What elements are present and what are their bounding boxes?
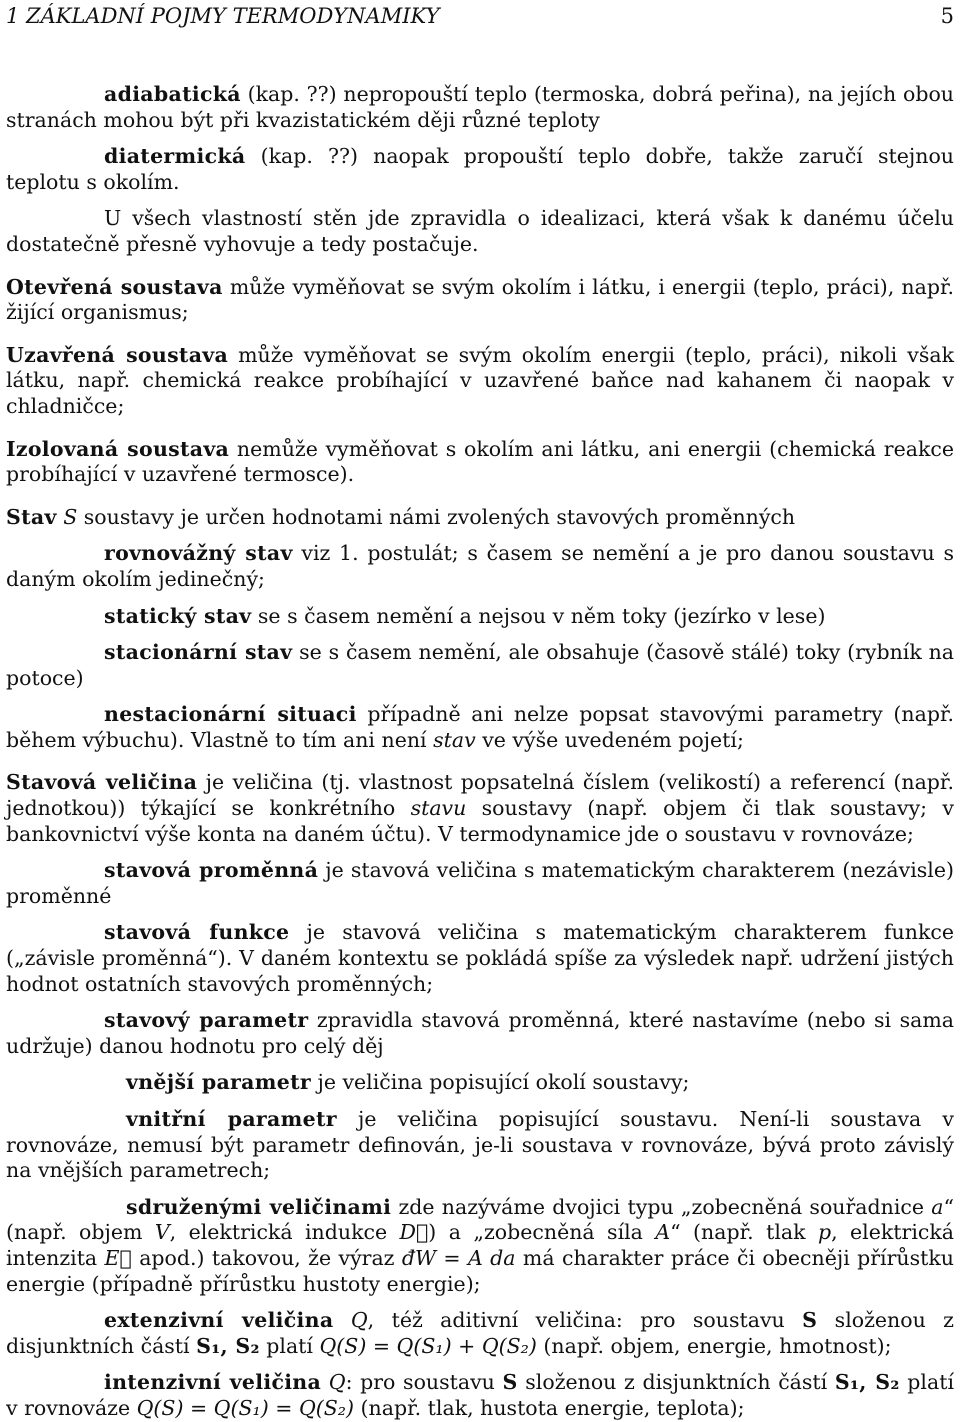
bold-s-ext: S	[802, 1308, 818, 1333]
bold-s12-int: S₁, S₂	[834, 1370, 900, 1395]
text-izolovana: nemůže vyměňovat s okolím ani látku, ani energii (chemická reakce probíhající v uzavřené termosce).	[6, 436, 954, 487]
paragraph-sdruzene	[6, 1195, 954, 1297]
text-vnejsi: je veličina popisující okolí soustavy;	[310, 1070, 690, 1095]
paragraph-izolovana	[6, 437, 954, 488]
text-nestacionarni-b: ve výše uvedeném pojetí;	[475, 727, 744, 752]
text-adiabaticka: (kap. ??) nepropouští teplo (termoska, dobrá peřina), na jejích obou stranách mohou být při kvazistatickém ději různé teploty	[6, 82, 954, 132]
term-vnitrni: vnitřní parametr	[126, 1107, 337, 1131]
term-sdruzene: sdruženými veličinami	[126, 1194, 392, 1219]
paragraph-intenzivni	[6, 1370, 954, 1421]
paragraph-diatermicka	[6, 144, 954, 195]
text-otevrena: může vyměňovat se svým okolím i látku, i energii (teplo, práci), např. žijící organismus;	[6, 274, 955, 325]
math-d-vector: D⃗	[399, 1220, 429, 1245]
math-q-ext: Q	[350, 1308, 368, 1333]
term-stavova-funkce: stavová funkce	[104, 920, 290, 945]
math-work-expression: đW = A da	[401, 1245, 516, 1270]
paragraph-stacionarni	[6, 640, 954, 691]
text-intenzivni-2: složenou z disjunktních částí	[517, 1370, 835, 1395]
text-intenzivni-3: platí v rovnováze	[6, 1370, 954, 1420]
text-stacionarni: se s časem nemění, ale obsahuje (časově stálé) toky (rybník na potoce)	[6, 640, 954, 690]
paragraph-staticky	[6, 604, 954, 630]
text-vsech: U všech vlastností stěn jde zpravidla o idealizaci, která však k danému účelu dostatečně přesně vyhovuje a tedy postačuje.	[6, 206, 954, 256]
math-a: a	[931, 1194, 944, 1219]
text-sdruzene-6: , elektrická intenzita	[6, 1220, 954, 1270]
paragraph-stav	[6, 505, 954, 531]
term-izolovana: Izolovaná soustava	[6, 436, 230, 461]
paragraph-vsech	[6, 206, 954, 257]
page-content	[6, 82, 954, 1422]
paragraph-stavova-promenna	[6, 858, 954, 909]
text-stav: soustavy je určen hodnotami námi zvolených stavových proměnných	[77, 504, 796, 529]
term-staticky: statický stav	[104, 603, 252, 628]
text-extenzivni-1: , též aditivní veličina: pro soustavu	[367, 1308, 803, 1333]
text-uzavrena: může vyměňovat se svým okolím energii (teplo, práci), nikoli však látku, např. chemická reakce probíhající v uzavřené baňce nad kahanem či naopak v chladničce;	[6, 342, 954, 418]
italic-stav: stav	[433, 727, 476, 752]
text-intenzivni-4: (např. tlak, hustota energie, teplota);	[354, 1395, 745, 1420]
page-number: 5	[940, 4, 954, 28]
paragraph-stavova-velicina	[6, 770, 954, 847]
text-diatermicka: (kap. ??) naopak propouští teplo dobře, takže zaručí stejnou teplotu s okolím.	[6, 144, 954, 194]
text-staticky: se s časem nemění a nejsou v něm toky (jezírko v lese)	[251, 603, 826, 628]
bold-s12-ext: S₁, S₂	[196, 1333, 260, 1358]
term-otevrena: Otevřená soustava	[6, 274, 223, 299]
text-nestacionarni-a: případně ani nelze popsat stavovými parametry (např. během výbuchu). Vlastně to tím ani není	[6, 702, 955, 752]
math-q-int: Q	[328, 1370, 346, 1395]
paragraph-nestacionarni	[6, 702, 954, 753]
term-stavova-velicina: Stavová veličina	[6, 770, 198, 795]
term-extenzivni: extenzivní veličina	[104, 1308, 334, 1333]
chapter-title: 1 ZÁKLADNÍ POJMY TERMODYNAMIKY	[6, 4, 440, 28]
paragraph-otevrena	[6, 275, 954, 326]
paragraph-vnejsi	[6, 1070, 954, 1096]
text-sdruzene-5: “ (např. tlak	[670, 1220, 818, 1245]
term-diatermicka: diatermická	[104, 144, 246, 169]
term-uzavrena: Uzavřená soustava	[6, 342, 229, 367]
math-p: p	[817, 1220, 832, 1245]
text-sdruzene-1: zde nazýváme dvojici typu „zobecněná souřadnice	[391, 1194, 932, 1219]
text-extenzivni-4: (např. objem, energie, hmotnost);	[536, 1333, 892, 1358]
bold-s-int: S	[502, 1370, 518, 1395]
text-stavovy-parametr: zpravidla stavová proměnná, které nastavíme (nebo si sama udržuje) danou hodnotu pro celý děj	[6, 1008, 955, 1058]
text-stavova-velicina-a: je veličina (tj. vlastnost popsatelná číslem (velikostí) a referencí (např. jednotkou)) týkající se konkrétního	[6, 770, 954, 821]
term-stacionarni: stacionární stav	[104, 640, 293, 665]
page-header	[6, 2, 954, 30]
text-sdruzene-4: ) a „zobecněná síla	[428, 1220, 656, 1245]
paragraph-stavovy-parametr	[6, 1008, 954, 1059]
term-intenzivni: intenzivní veličina	[104, 1370, 322, 1395]
paragraph-vnitrni	[6, 1107, 954, 1184]
math-force-a: A	[655, 1220, 671, 1245]
term-stavova-promenna: stavová proměnná	[104, 858, 319, 883]
text-sdruzene-8: má charakter práce či obecněji přírůstku energie (případně přírůstku hustoty energie);	[6, 1245, 954, 1296]
paragraph-extenzivni	[6, 1308, 954, 1359]
text-extenzivni-2: složenou z disjunktních částí	[6, 1308, 954, 1358]
term-adiabaticka: adiabatická	[104, 82, 241, 106]
text-sdruzene-7: apod.) takovou, že výraz	[131, 1245, 402, 1270]
paragraph-stavova-funkce	[6, 920, 954, 997]
symbol-stav: S	[63, 504, 78, 529]
text-sdruzene-2: “ (např. objem	[6, 1194, 954, 1245]
term-rovnovazny: rovnovážný stav	[104, 541, 293, 566]
text-vnitrni: je veličina popisující soustavu. Není-li soustava v rovnováze, nemusí být parametr definován, je-li soustava v rovnováze, bývá proto závislý na vnějších parametrech;	[6, 1107, 954, 1183]
text-extenzivni-3: platí	[259, 1333, 320, 1358]
text-intenzivni-1: : pro soustavu	[345, 1370, 503, 1395]
term-nestacionarni: nestacionární situaci	[104, 702, 357, 727]
paragraph-uzavrena	[6, 343, 954, 420]
math-e-vector: E⃗	[104, 1245, 132, 1270]
paragraph-rovnovazny	[6, 541, 954, 592]
math-v: V	[154, 1220, 170, 1245]
text-sdruzene-3: , elektrická indukce	[169, 1220, 400, 1245]
paragraph-adiabaticka	[6, 82, 954, 133]
term-vnejsi: vnější parametr	[126, 1070, 311, 1095]
text-stavova-funkce: je stavová veličina s matematickým charakterem funkce („závisle proměnná“). V daném kontextu se pokládá spíše za výsledek např. udržení jistých hodnot ostatních stavových proměnných;	[6, 920, 954, 996]
text-stavova-velicina-b: soustavy (např. objem či tlak soustavy; v bankovnictví výše konta na daném účtu). V termodynamice jde o soustavu v rovnováze;	[6, 796, 954, 846]
italic-stavu: stavu	[410, 796, 467, 821]
term-stavovy-parametr: stavový parametr	[104, 1008, 309, 1033]
math-intensive-eq: Q(S) = Q(S₁) = Q(S₂)	[136, 1395, 355, 1420]
math-additive-eq: Q(S) = Q(S₁) + Q(S₂)	[319, 1333, 537, 1358]
term-stav: Stav	[6, 504, 57, 529]
text-rovnovazny: viz 1. postulát; s časem se nemění a je pro danou soustavu s daným okolím jedinečný;	[6, 541, 954, 591]
text-stavova-promenna: je stavová veličina s matematickým charakterem (nezávisle) proměnné	[6, 858, 954, 908]
